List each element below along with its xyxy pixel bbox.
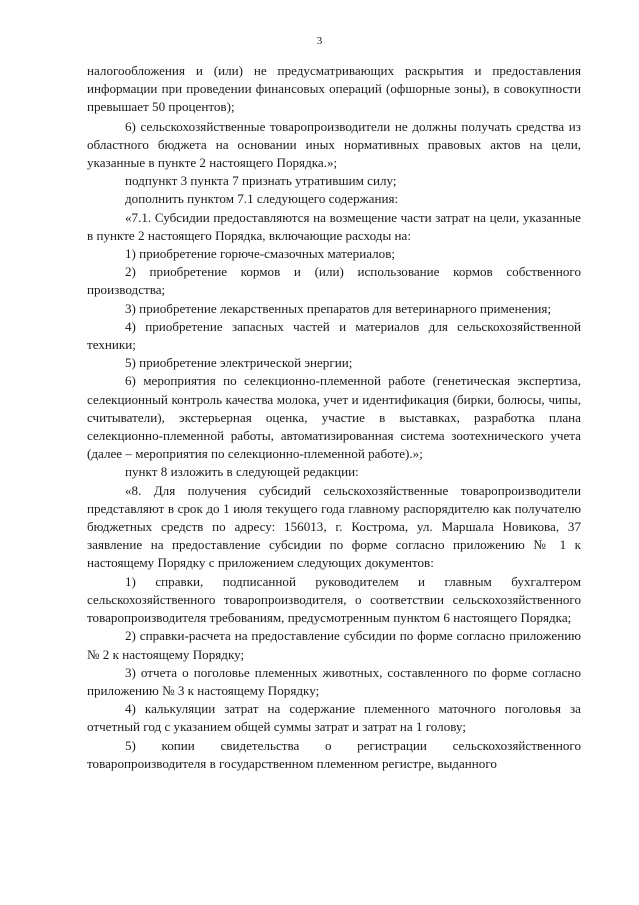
paragraph: 4) калькуляции затрат на содержание племенного маточного поголовья за отчетный год с указанием общей суммы затрат и затрат на 1 голову; [87, 701, 581, 735]
paragraph: 1) справки, подписанной руководителем и главным бухгалтером сельскохозяйственного товаропроизводителя, о соответствии сельскохозяйственного товаропроизводителя требованиям, предусмотренным пунктом 6 настоящего Порядка; [87, 573, 581, 626]
paragraph: 5) копии свидетельства о регистрации сельскохозяйственного товаропроизводителя в государственном племенном регистре, выданного [87, 737, 581, 771]
page-number: 3 [316, 35, 323, 47]
paragraph: 2) приобретение кормов и (или) использование кормов собственного производства; [87, 264, 581, 298]
paragraph: подпункт 3 пункта 7 признать утратившим силу; [125, 173, 397, 189]
paragraph: пункт 8 изложить в следующей редакции: [125, 464, 359, 480]
paragraph: «7.1. Субсидии предоставляются на возмещение части затрат на цели, указанные в пункте 2 настоящего Порядка, включающие расходы на: [87, 209, 581, 243]
paragraph: 3) приобретение лекарственных препаратов для ветеринарного применения; [125, 300, 552, 316]
paragraph: 5) приобретение электрической энергии; [125, 355, 353, 371]
paragraph: дополнить пунктом 7.1 следующего содержания: [125, 191, 399, 207]
paragraph: 3) отчета о поголовье племенных животных, составленного по форме согласно приложению № 3 к настоящему Порядку; [87, 664, 581, 698]
paragraph: налогообложения и (или) не предусматривающих раскрытия и предоставления информации при проведении финансовых операций (офшорные зоны), в совокупности превышает 50 процентов); [87, 63, 581, 115]
paragraph: 4) приобретение запасных частей и материалов для сельскохозяйственной техники; [87, 318, 581, 353]
paragraph: 6) сельскохозяйственные товаропроизводители не должны получать средства из областного бюджета на основании иных нормативных правовых актов на цели, указанные в пункте 2 настоящего Порядка.»; [87, 118, 581, 171]
paragraph: 1) приобретение горюче-смазочных материалов; [125, 246, 396, 262]
paragraph: 2) справки-расчета на предоставление субсидии по форме согласно приложению № 2 к настоящему Порядку; [87, 628, 581, 662]
paragraph: «8. Для получения субсидий сельскохозяйственные товаропроизводители представляют в срок до 1 июля текущего года главному распорядителю как получателю бюджетных средств по адресу: 156013, г. Кострома, ул. Маршала Новикова, 37 заявление на предоставление субсидии по форме согласно приложению № 1 к настоящему Порядку с приложением следующих документов: [87, 482, 581, 571]
document-body [87, 62, 581, 773]
paragraph: 6) мероприятия по селекционно-племенной работе (генетическая экспертиза, селекционный контроль качества молока, учет и идентификация (бирки, болюсы, чипы, считыватели), экстерьерная оценка, участие в выставках, разработка плана селекционно-племенной работы, автоматизированная система зоотехнического учета (далее – мероприятия по селекционно-племенной работе).»; [87, 373, 581, 462]
